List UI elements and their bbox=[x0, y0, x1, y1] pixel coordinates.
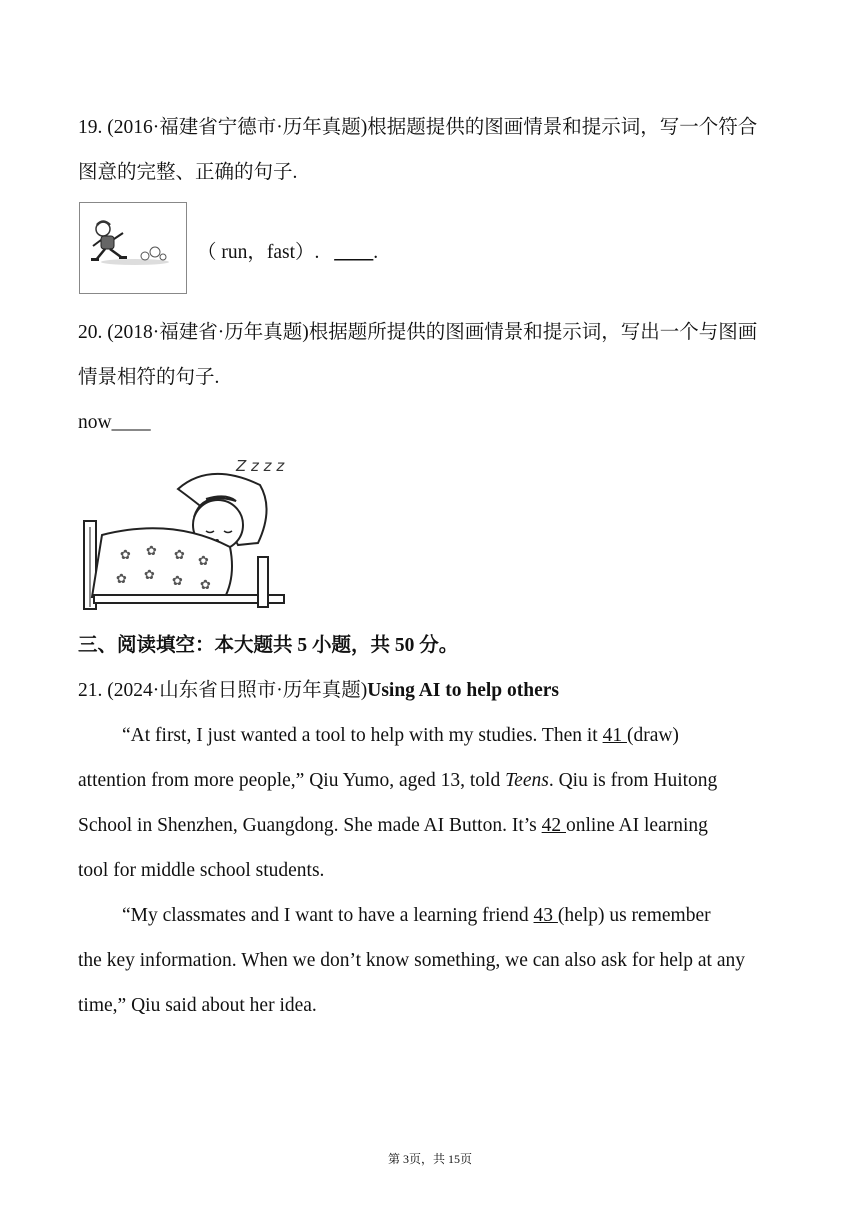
q19-answer-line bbox=[197, 243, 378, 263]
q19-line1: 19. (2016·福建省宁德市·历年真题)根据题提供的图画情景和提示词，写一个符合 bbox=[78, 117, 758, 138]
svg-text:✿: ✿ bbox=[144, 568, 155, 583]
q21-p1-line2 bbox=[78, 771, 717, 791]
text-span: “My classmates and I want to have a learning friend bbox=[122, 905, 529, 926]
blank-41[interactable]: 41 bbox=[602, 725, 627, 746]
section3-title: 三、阅读填空：本大题共 5 小题，共 50 分。 bbox=[78, 635, 459, 656]
svg-text:✿: ✿ bbox=[174, 548, 185, 563]
q21-p2-line2: the key information. When we don’t know something, we can also ask for help at any bbox=[78, 950, 745, 971]
q19-period: . bbox=[373, 242, 379, 263]
page-number: 第 3页，共 15页 bbox=[387, 1152, 472, 1166]
q20-answer-blank[interactable]: ____ bbox=[111, 412, 151, 433]
running-boy-image bbox=[79, 202, 187, 294]
magazine-name: Teens bbox=[505, 770, 549, 791]
q20-prompt-line bbox=[78, 413, 151, 433]
q20-line2: 情景相符的句子. bbox=[78, 367, 220, 388]
svg-text:✿: ✿ bbox=[172, 574, 183, 589]
q20-line1: 20. (2018·福建省·历年真题)根据题所提供的图画情景和提示词，写出一个与图画 bbox=[78, 322, 758, 343]
q19-prompt: （ run，fast）. bbox=[197, 242, 320, 263]
q21-heading-source: 21. (2024·山东省日照市·历年真题) bbox=[78, 680, 368, 701]
q21-p2-line1 bbox=[122, 906, 711, 926]
svg-text:✿: ✿ bbox=[200, 578, 211, 593]
q21-heading bbox=[78, 681, 559, 701]
q21-p1-line1 bbox=[122, 726, 679, 746]
text-span: (help) us remember bbox=[557, 905, 711, 926]
svg-text:✿: ✿ bbox=[120, 548, 131, 563]
snore-text: Z z z z bbox=[236, 457, 285, 475]
svg-text:✿: ✿ bbox=[116, 572, 127, 587]
q19-line2: 图意的完整、正确的句子. bbox=[78, 162, 298, 183]
q21-p1-line4: tool for middle school students. bbox=[78, 860, 325, 881]
svg-text:✿: ✿ bbox=[198, 554, 209, 569]
q21-heading-title: Using AI to help others bbox=[367, 680, 560, 701]
q21-p1-line3 bbox=[78, 816, 708, 836]
text-span: (draw) bbox=[626, 725, 679, 746]
text-span: School in Shenzhen, Guangdong. She made AI Button. It’s bbox=[78, 815, 537, 836]
text-span: “At first, I just wanted a tool to help with my studies. Then it bbox=[122, 725, 598, 746]
text-span: online AI learning bbox=[566, 815, 708, 836]
svg-text:✿: ✿ bbox=[146, 544, 157, 559]
sleeping-child-image bbox=[80, 447, 312, 613]
q21-p2-line3: time,” Qiu said about her idea. bbox=[78, 995, 317, 1016]
q19-answer-blank[interactable]: ____ bbox=[334, 242, 374, 263]
q20-prompt-word: now bbox=[78, 412, 112, 433]
text-span: attention from more people,” Qiu Yumo, aged 13, told bbox=[78, 770, 506, 791]
text-span: . Qiu is from Huitong bbox=[548, 770, 718, 791]
blank-42[interactable]: 42 bbox=[541, 815, 566, 836]
blank-43[interactable]: 43 bbox=[533, 905, 558, 926]
